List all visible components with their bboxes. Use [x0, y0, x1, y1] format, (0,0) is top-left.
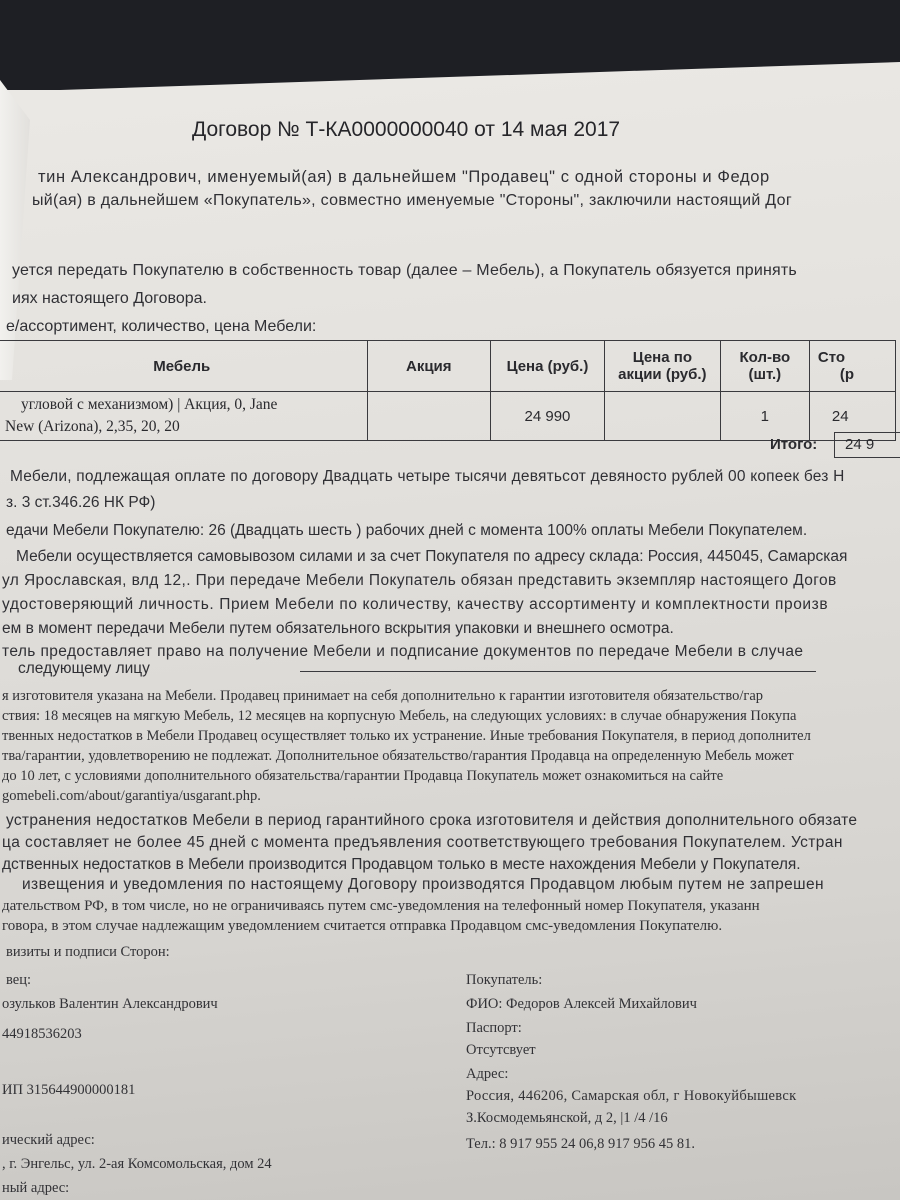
subject-line-3: е/ассортимент, количество, цена Мебели:	[6, 318, 317, 335]
warranty-line-2: ствия: 18 месяцев на мягкую Мебель, 12 месяцев на корпусную Мебель, на следующих условиях: в случае обнаружения Покупа	[2, 708, 797, 724]
repair-line-3: дственных недостатков в Мебели производится Продавцом только в месте нахождения Мебели у Покупателя.	[2, 856, 801, 873]
buyer-label: Покупатель:	[466, 972, 543, 988]
buyer-address-line-1: Россия, 446206, Самарская обл, г Новокуйбышевск	[466, 1088, 797, 1104]
delivery-line-5: ем в момент передачи Мебели путем обязательного вскрытия упаковки и внешнего осмотра.	[2, 620, 674, 637]
seller-legal-address-label: ический адрес:	[2, 1132, 95, 1148]
seller-actual-address-label: ный адрес:	[2, 1180, 70, 1196]
header-promo-price	[604, 341, 720, 392]
warranty-line-3: твенных недостатков в Мебели Продавец осуществляет только их устранение. Иные требования Покупателя, в период дополнител	[2, 728, 811, 744]
buyer-passport: Отсутсвует	[466, 1042, 536, 1058]
repair-line-1: устранения недостатков Мебели в период гарантийного срока изготовителя и действия дополнительного обязате	[6, 812, 858, 829]
header-name: Мебель	[0, 341, 367, 392]
warranty-line-4: тва/гарантии, удовлетворению не подлежат. Дополнительное обязательство/гарантия Продавца на определенную Мебель может	[2, 748, 794, 764]
header-sum-line-2: (р	[839, 366, 855, 383]
header-qty-line-2: (шт.)	[748, 366, 782, 383]
header-promo: Акция	[367, 341, 491, 392]
intro-line-2: ый(ая) в дальнейшем «Покупатель», совместно именуемые "Стороны", заключили настоящий Дог	[32, 192, 792, 209]
row-name-line-2: New (Arizona), 2,35, 20, 20	[5, 418, 180, 435]
price-text-line-1: Мебели, подлежащая оплате по договору Двадцать четыре тысячи девятьсот девяносто рублей 00 копеек без Н	[10, 468, 845, 485]
goods-table	[0, 340, 896, 441]
delivery-line-3: ул Ярославская, влд 12,. При передаче Мебели Покупатель обязан представить экземпляр настоящего Догов	[2, 572, 837, 589]
price-text-line-2: з. 3 ст.346.26 НК РФ)	[6, 494, 156, 511]
notices-line-3: говора, в этом случае надлежащим уведомлением считается отправка Продавцом смс-уведомления Покупателю.	[2, 918, 723, 934]
signatures-heading: визиты и подписи Сторон:	[6, 944, 170, 960]
header-price: Цена (руб.)	[491, 341, 605, 392]
row-sum: 24	[809, 392, 895, 441]
row-name-line-1: угловой с механизмом) | Акция, 0, Jane	[21, 396, 278, 413]
intro-line-1: тин Александрович, именуемый(ая) в дальнейшем "Продавец" с одной стороны и Федор	[38, 168, 770, 186]
total-value: 24 9	[834, 432, 900, 458]
delivery-line-2: Мебели осуществляется самовывозом силами и за счет Покупателя по адресу склада: Россия, 445045, Самарская	[16, 548, 848, 565]
buyer-phone: Тел.: 8 917 955 24 06,8 917 956 45 81.	[466, 1136, 696, 1152]
buyer-passport-label: Паспорт:	[466, 1020, 522, 1036]
seller-legal-address: , г. Энгельс, ул. 2-ая Комсомольская, дом 24	[2, 1156, 272, 1172]
seller-ogrnip: ИП 315644900000181	[2, 1082, 136, 1098]
goods-table-header	[0, 341, 896, 392]
dark-background	[0, 0, 900, 90]
delivery-line-7: следующему лицу	[18, 660, 150, 677]
buyer-address-label: Адрес:	[466, 1066, 509, 1082]
subject-line-1: уется передать Покупателю в собственность товар (далее – Мебель), а Покупатель обязуется принять	[12, 262, 797, 279]
delivery-line-4: удостоверяющий личность. Прием Мебели по количеству, качеству ассортименту и комплектности произв	[2, 596, 829, 613]
row-qty: 1	[720, 392, 809, 441]
row-promo	[367, 392, 491, 441]
row-promo-price	[604, 392, 720, 441]
contract-title: Договор № Т-КА0000000040 от 14 мая 2017	[192, 118, 621, 141]
row-price: 24 990	[491, 392, 605, 441]
header-promo-price-line-1: Цена по	[632, 349, 692, 366]
seller-inn: 44918536203	[2, 1026, 82, 1042]
repair-line-2: ца составляет не более 45 дней с момента предъявления соответствующего требования Покупателем. Устран	[2, 834, 843, 851]
warranty-line-1: я изготовителя указана на Мебели. Продавец принимает на себя дополнительно к гарантии изготовителя обязательство/гар	[2, 688, 764, 704]
buyer-address-line-2: З.Космодемьянской, д 2, |1 /4 /16	[466, 1110, 668, 1126]
header-qty-line-1: Кол-во	[739, 349, 791, 366]
delivery-line-1: едачи Мебели Покупателю: 26 (Двадцать шесть ) рабочих дней с момента 100% оплаты Мебели Покупателем.	[6, 522, 808, 539]
header-sum-line-1: Сто	[817, 349, 846, 366]
seller-label: вец:	[6, 972, 31, 988]
subject-line-2: иях настоящего Договора.	[12, 290, 207, 307]
notices-line-1: извещения и уведомления по настоящему Договору производятся Продавцом любым путем не запрешен	[22, 876, 824, 893]
header-promo-price-line-2: акции (руб.)	[618, 366, 707, 383]
warranty-site-link[interactable]: gomebeli.com/about/garantiya/usgarant.php.	[2, 788, 261, 804]
total-label: Итого:	[770, 436, 818, 453]
header-sum	[809, 341, 895, 392]
warranty-line-5: до 10 лет, с условиями дополнительного обязательства/гарантии Продавца Покупатель может ознакомиться на сайте	[2, 768, 724, 784]
proxy-person-underline	[300, 671, 816, 672]
header-qty	[720, 341, 809, 392]
notices-line-2: дательством РФ, в том числе, но не ограничиваясь путем смс-уведомления на телефонный номер Покупателя, указанн	[2, 898, 760, 914]
table-row	[0, 392, 896, 441]
buyer-name: ФИО: Федоров Алексей Михайлович	[466, 996, 697, 1012]
row-name	[0, 392, 367, 441]
seller-name: озульков Валентин Александрович	[2, 996, 218, 1012]
delivery-line-6: тель предоставляет право на получение Мебели и подписание документов по передаче Мебели в случае	[2, 643, 804, 660]
